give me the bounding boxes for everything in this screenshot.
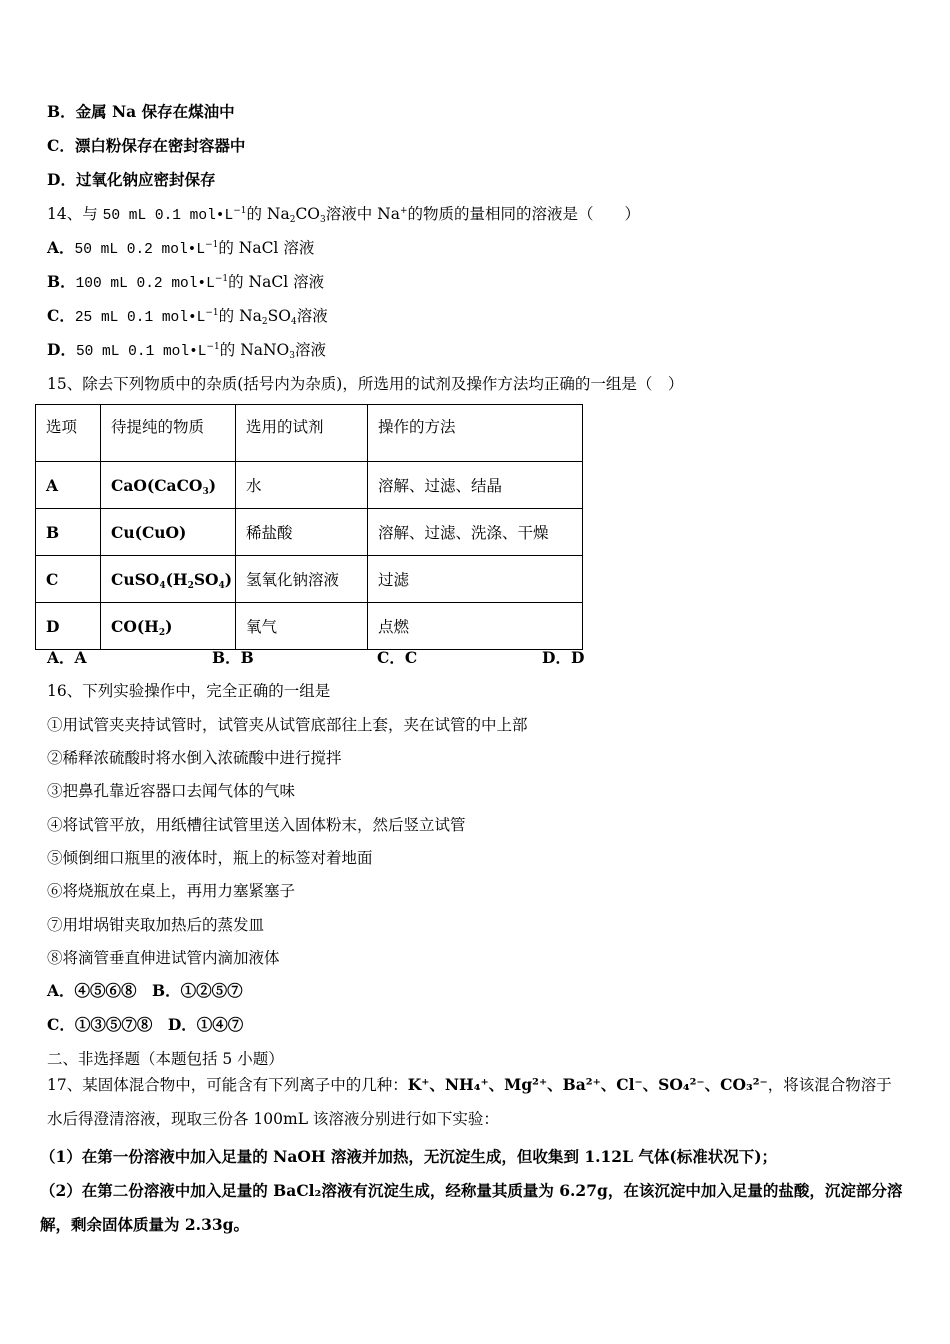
table-cell-option: B [36, 509, 101, 556]
q13-option-b: B．金属 Na 保存在煤油中 [47, 102, 235, 121]
q16-item: ①用试管夹夹持试管时，试管夹从试管底部往上套，夹在试管的中上部 [47, 716, 528, 734]
q13-option-c: C．漂白粉保存在密封容器中 [47, 136, 246, 155]
table-header-cell: 待提纯的物质 [101, 405, 236, 462]
table-cell-reagent: 氢氧化钠溶液 [236, 556, 368, 603]
q13-option-d: D．过氧化钠应密封保存 [47, 170, 216, 189]
q16-item: ⑤倾倒细口瓶里的液体时，瓶上的标签对着地面 [47, 849, 373, 867]
q16-item: ⑧将滴管垂直伸进试管内滴加液体 [47, 949, 280, 967]
q17-stem: 17、某固体混合物中，可能含有下列离子中的几种：K⁺、NH₄⁺、Mg²⁺、Ba²⁺、Cl⁻、SO₄²⁻、CO₃²⁻，将该混合物溶于水后得澄清溶液，现取三份各 100mL 该溶液分别进行如下实验： [47, 1075, 892, 1128]
q16-item: ⑥将烧瓶放在桌上，再用力塞紧塞子 [47, 882, 296, 900]
table-cell-reagent: 稀盐酸 [236, 509, 368, 556]
q16-options-line-1: A．④⑤⑥⑧ B．①②⑤⑦ [47, 981, 243, 1000]
section-heading: 二、非选择题（本题包括 5 小题） [47, 1050, 284, 1068]
q16-item: ⑦用坩埚钳夹取加热后的蒸发皿 [47, 916, 265, 934]
q16-item: ④将试管平放，用纸槽往试管里送入固体粉末，然后竖立试管 [47, 816, 466, 834]
table-header-cell: 操作的方法 [368, 405, 583, 462]
table-row [36, 462, 583, 509]
table-header-cell: 选项 [36, 405, 101, 462]
q14-stem: 14、与 50 mL 0.1 $mol•L^{-1}$的 $Na_2CO_3$溶液中 Na+的物质的量相同的溶液是（ ） [47, 205, 641, 225]
table-cell-option: D [36, 603, 101, 650]
q14-option-a: A．50 mL 0.2 $mol•L^{-1}$的 NaCl 溶液 [47, 238, 315, 258]
table-cell-substance: $CO(H_2)$ [101, 603, 236, 650]
table-cell-method: 溶解、过滤、洗涤、干燥 [368, 509, 583, 556]
table-row [36, 556, 583, 603]
table-cell-method: 溶解、过滤、结晶 [368, 462, 583, 509]
table-cell-option: A [36, 462, 101, 509]
q15-answer-c: C．C [377, 648, 418, 667]
q16-stem: 16、下列实验操作中，完全正确的一组是 [47, 682, 331, 700]
q15-table [35, 404, 583, 650]
table-cell-reagent: 氧气 [236, 603, 368, 650]
q14-option-b: B．100 mL 0.2 $mol•L^{-1}$的 NaCl 溶液 [47, 272, 325, 292]
table-header-cell: 选用的试剂 [236, 405, 368, 462]
q15-stem: 15、除去下列物质中的杂质(括号内为杂质)，所选用的试剂及操作方法均正确的一组是（ ） [47, 375, 684, 393]
table-cell-reagent: 水 [236, 462, 368, 509]
table-cell-method: 点燃 [368, 603, 583, 650]
table-cell-substance: CaO(CaCO$_3$) [101, 462, 236, 509]
table-cell-substance: Cu(CuO) [101, 509, 236, 556]
table-header-row [36, 405, 583, 462]
q14-option-c: C．25 mL 0.1 $mol•L^{-1}$的 $Na_2SO_4$溶液 [47, 306, 328, 327]
table-row [36, 509, 583, 556]
q17-part-2: （2）在第二份溶液中加入足量的 BaCl₂溶液有沉淀生成，经称量其质量为 6.27g，在该沉淀中加入足量的盐酸，沉淀部分溶解，剩余固体质量为 2.33g。 [40, 1181, 903, 1234]
table-cell-substance: $CuSO_4(H_2SO_4)$ [101, 556, 236, 603]
table-row [36, 603, 583, 650]
q15-answer-a: A．A [47, 648, 87, 667]
q15-answer-d: D．D [542, 648, 585, 667]
q14-option-d: D．50 mL 0.1 $mol•L^{-1}$的 NaNO$_3$溶液 [47, 340, 327, 361]
q16-options-line-2: C．①③⑤⑦⑧ D．①④⑦ [47, 1015, 244, 1034]
q16-item: ②稀释浓硫酸时将水倒入浓硫酸中进行搅拌 [47, 749, 342, 767]
q17-part-1: （1）在第一份溶液中加入足量的 NaOH 溶液并加热，无沉淀生成，但收集到 1.12L 气体(标准状况下)； [40, 1147, 778, 1166]
q16-item: ③把鼻孔靠近容器口去闻气体的气味 [47, 782, 296, 800]
q15-answer-b: B．B [212, 648, 254, 667]
table-cell-method: 过滤 [368, 556, 583, 603]
table-cell-option: C [36, 556, 101, 603]
